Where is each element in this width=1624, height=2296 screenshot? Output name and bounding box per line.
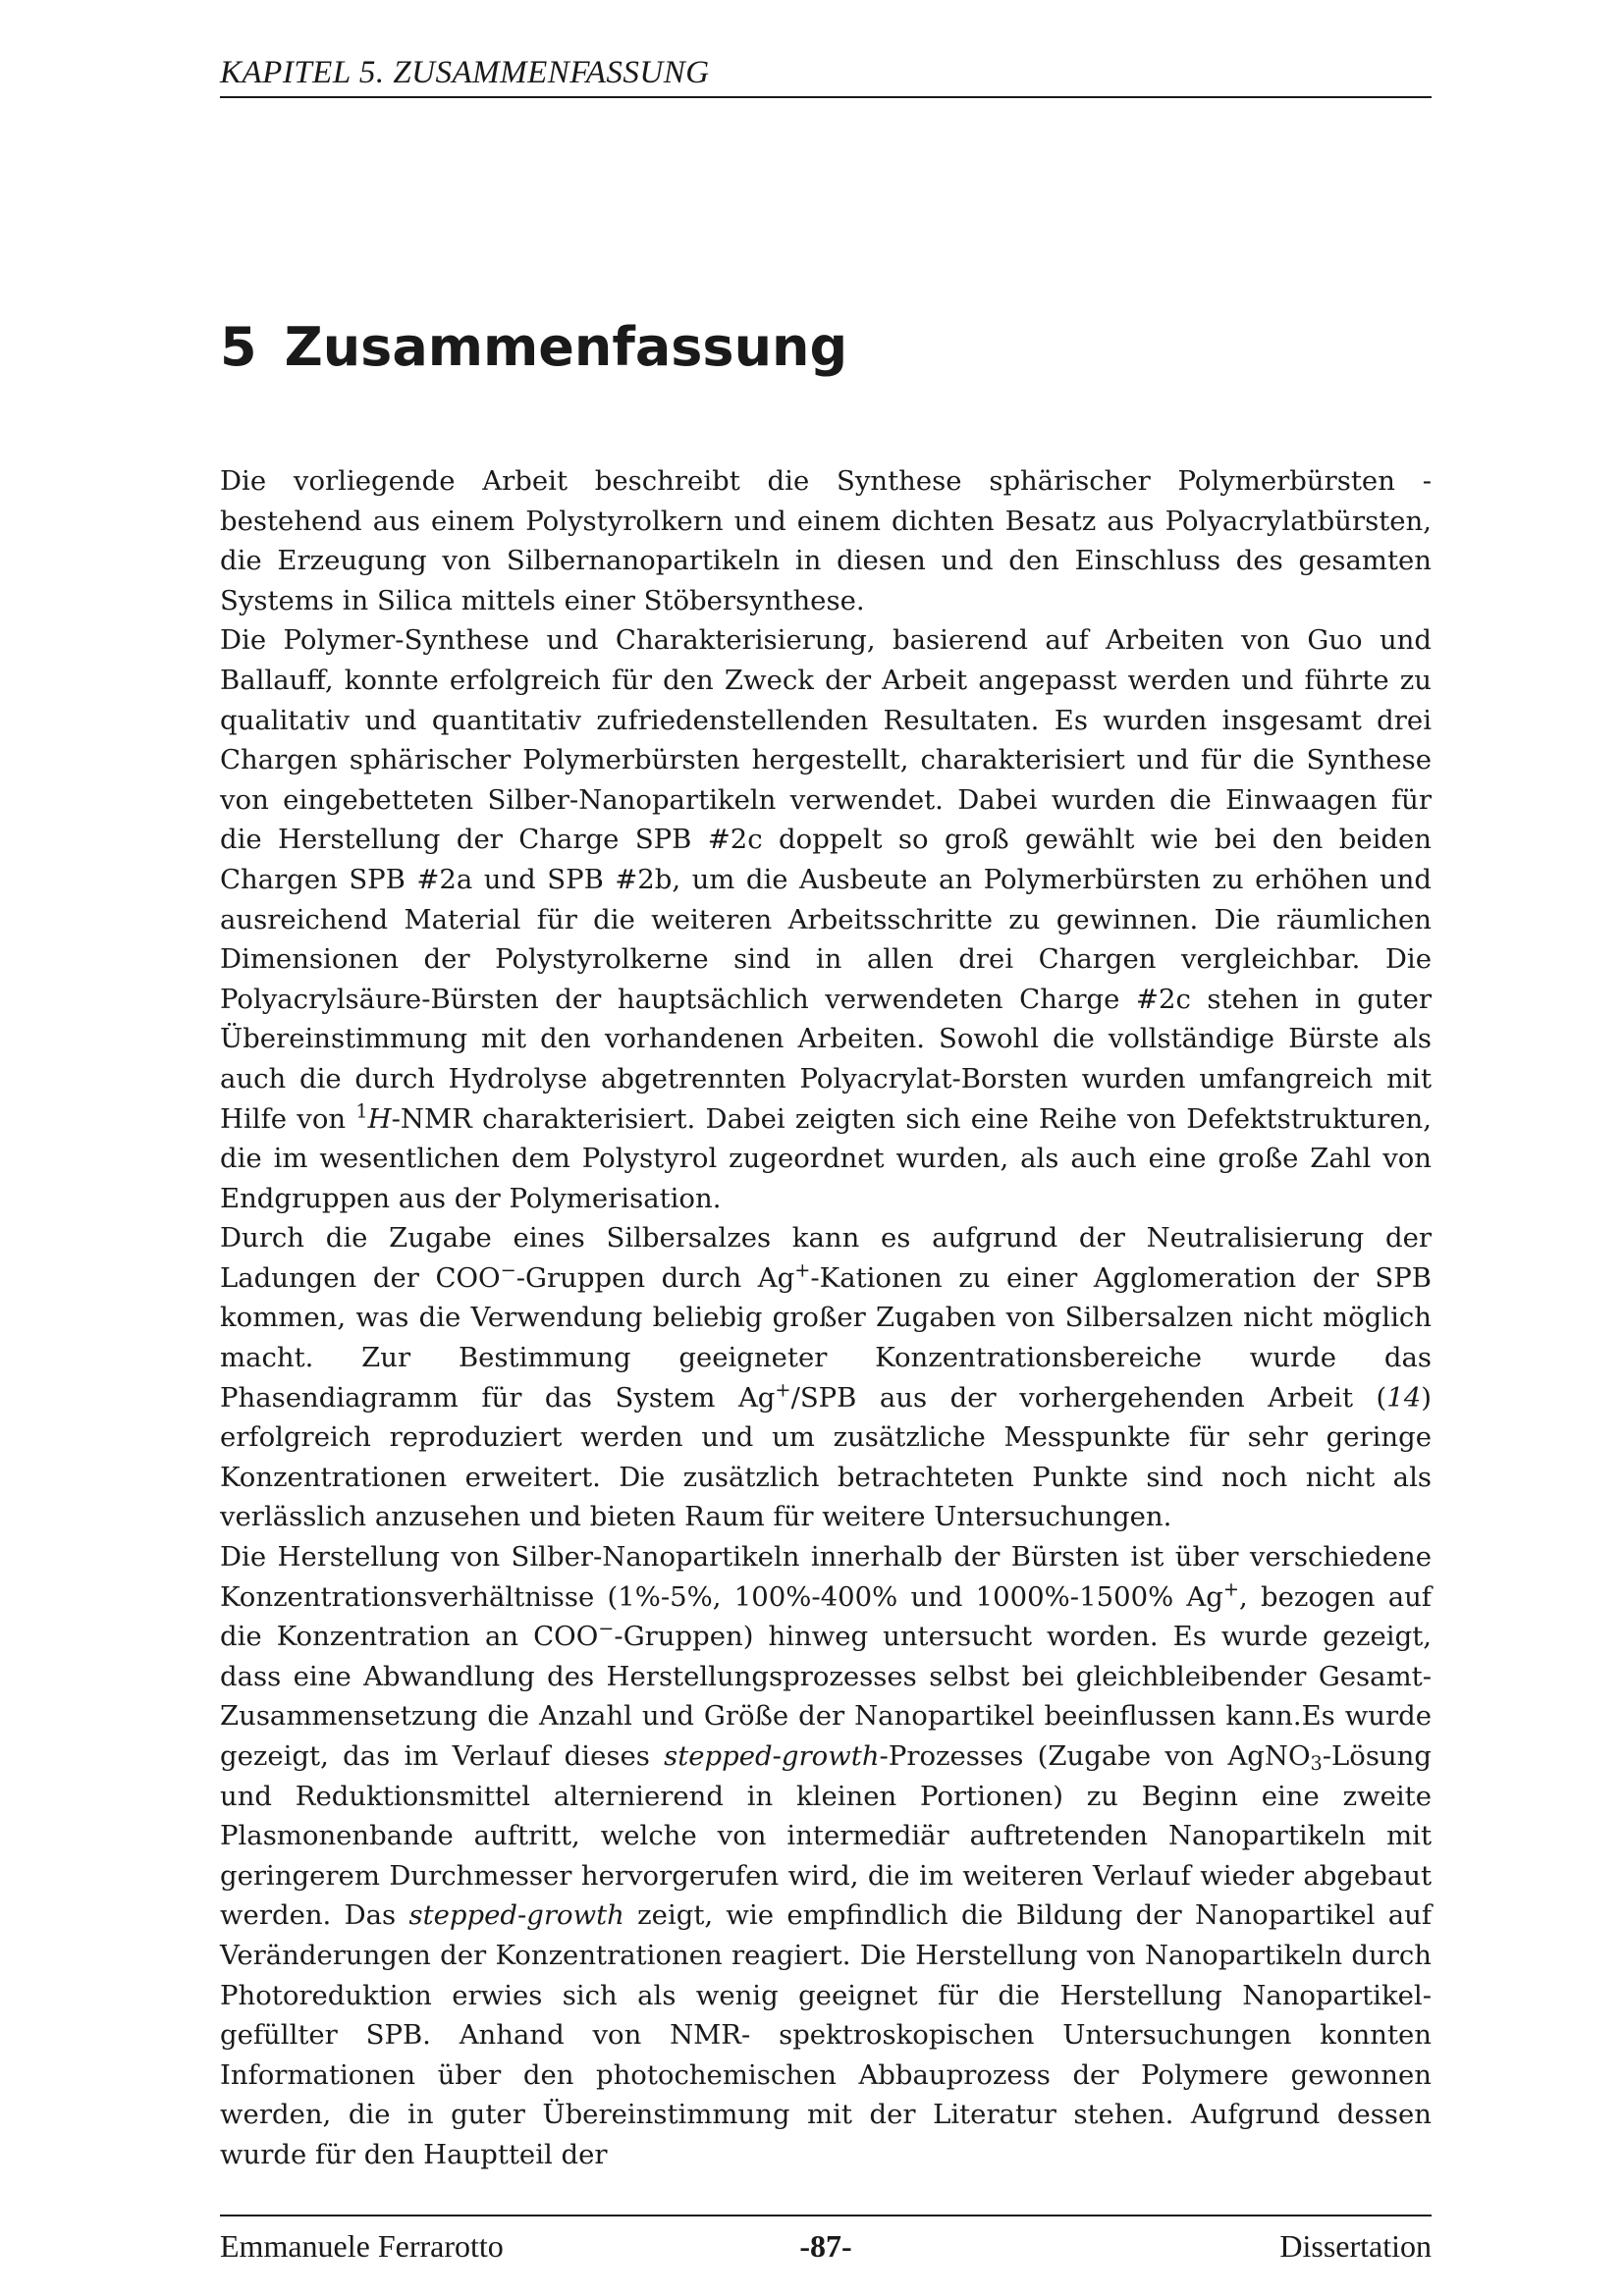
running-header-title: KAPITEL 5. ZUSAMMENFASSUNG bbox=[220, 55, 710, 90]
chapter-number: 5 bbox=[220, 316, 257, 378]
running-header bbox=[220, 53, 1432, 98]
footer-page-number: -87- bbox=[799, 2228, 852, 2264]
footer-document-type: Dissertation bbox=[1279, 2228, 1432, 2264]
body-text bbox=[220, 461, 1432, 2175]
paragraph-4-container bbox=[220, 1537, 1432, 2175]
paragraph-1: Die vorliegende Arbeit beschreibt die Synthese sphärischer Polymerbürsten - bestehend aus einem Polystyrolkern und einem dichten Besatz aus Polyacrylatbürsten, die Erzeugung von Silbernanopartikeln in diesen und den Einschluss des gesamten Systems in Silica mittels einer Stöbersynthese. bbox=[220, 465, 1432, 616]
paragraph-3: Durch die Zugabe eines Silbersalzes kann es aufgrund der Neutralisierung der Ladungen der COO−-Gruppen durch Ag+-Kationen zu einer Agglomeration der SPB kommen, was die Verwendung beliebig großer Zugaben von Silbersalzen nicht möglich macht. Zur Bestimmung geeigneter Konzentrationsbereiche wurde das Phasendiagramm für das System Ag+/SPB aus der vorhergehenden Arbeit (14) erfolgreich reproduziert werden und um zusätzliche Messpunkte für sehr geringe Konzentrationen erweitert. Die zusätzlich betrachteten Punkte sind noch nicht als verlässlich anzusehen und bieten Raum für weitere Untersuchungen. bbox=[220, 1222, 1432, 1533]
paragraph-3-container bbox=[220, 1218, 1432, 1537]
paragraph-2-container bbox=[220, 620, 1432, 1218]
paragraph-2: Die Polymer-Synthese und Charakterisierung, basierend auf Arbeiten von Guo und Ballauff, konnte erfolgreich für den Zweck der Arbeit angepasst werden und führte zu qualitativ und quantitativ zufriedenstellenden Resultaten. Es wurden insgesamt drei Chargen sphärischer Polymerbürsten hergestellt, charakterisiert und für die Synthese von eingebetteten Silber-Nanopartikeln verwendet. Dabei wurden die Einwaagen für die Herstellung der Charge SPB #2c doppelt so groß gewählt wie bei den beiden Chargen SPB #2a und SPB #2b, um die Ausbeute an Polymerbürsten zu erhöhen und ausreichend Material für die weiteren Arbeitsschritte zu gewinnen. Die räumlichen Dimensionen der Polystyrolkerne sind in allen drei Chargen vergleichbar. Die Polyacrylsäure-Bürsten der hauptsächlich verwendeten Charge #2c stehen in guter Übereinstimmung mit den vorhandenen Arbeiten. Sowohl die vollständige Bürste als auch die durch Hydrolyse abgetrennten Polyacrylat-Borsten wurden umfangreich mit Hilfe von $^1$H-NMR charakterisiert. Dabei zeigten sich eine Reihe von Defektstrukturen, die im wesentlichen dem Polystyrol zugeordnet wurden, als auch eine große Zahl von Endgruppen aus der Polymerisation. bbox=[220, 624, 1433, 1214]
footer-author: Emmanuele Ferrarotto bbox=[220, 2228, 504, 2264]
paragraph-4: Die Herstellung von Silber-Nanopartikeln innerhalb der Bürsten ist über verschiedene Konzentrationsverhältnisse (1%-5%, 100%-400% und 1000%-1500% Ag+, bezogen auf die Konzentration an COO−-Gruppen) hinweg untersucht worden. Es wurde gezeigt, dass eine Abwandlung des Herstellungsprozesses selbst bei gleichbleibender Gesamt-Zusammensetzung die Anzahl und Größe der Nanopartikel beeinflussen kann.Es wurde gezeigt, das im Verlauf dieses stepped-growth-Prozesses (Zugabe von AgNO$_3$-Lösung und Reduktionsmittel alternierend in kleinen Portionen) zu Beginn eine zweite Plasmonenbande auftritt, welche von intermediär auftretenden Nanopartikeln mit geringerem Durchmesser hervorgerufen wird, die im weiteren Verlauf wieder abgebaut werden. Das stepped-growth zeigt, wie empfindlich die Bildung der Nanopartikel auf Veränderungen der Konzentrationen reagiert. Die Herstellung von Nanopartikeln durch Photoreduktion erwies sich als wenig geeignet für die Herstellung Nanopartikel-gefüllter SPB. Anhand von NMR- spektroskopischen Untersuchungen konnten Informationen über den photochemischen Abbauprozess der Polymere gewonnen werden, die in guter Übereinstimmung mit der Literatur stehen. Aufgrund dessen wurde für den Hauptteil der bbox=[220, 1541, 1433, 2170]
page-footer bbox=[220, 2215, 1432, 2271]
chapter-title: Zusammenfassung bbox=[284, 316, 848, 378]
paragraph-1-container bbox=[220, 461, 1432, 620]
chapter-heading bbox=[220, 312, 847, 383]
